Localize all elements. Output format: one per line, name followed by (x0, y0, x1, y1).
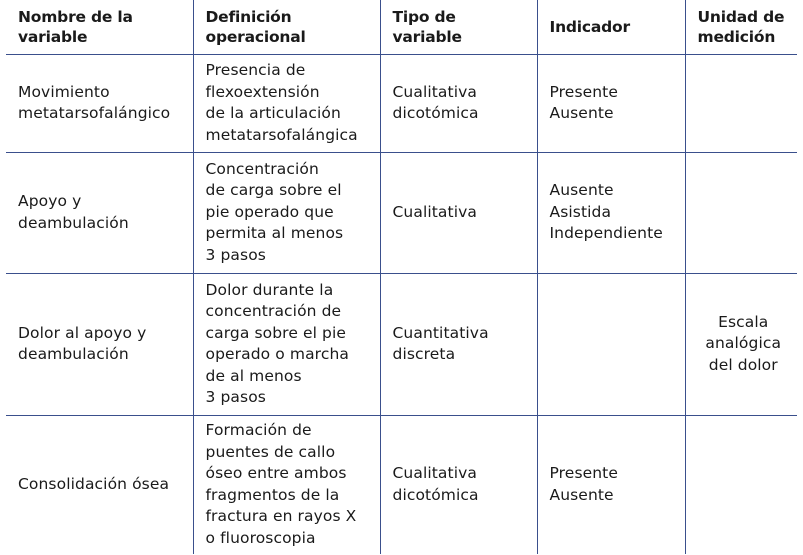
cell-tipo: Cuantitativa discreta (380, 273, 537, 415)
header-definicion: Definición operacional (193, 0, 380, 54)
cell-tipo: Cualitativa dicotómica (380, 415, 537, 554)
cell-unidad (685, 415, 797, 554)
cell-definicion: Dolor durante la concentración de carga sobre el pie operado o marcha de al menos 3 pasos (193, 273, 380, 415)
cell-unidad: Escala analógica del dolor (685, 273, 797, 415)
table-row (6, 54, 797, 152)
table-row (6, 273, 797, 415)
table-row (6, 415, 797, 554)
cell-unidad (685, 152, 797, 273)
header-unidad: Unidad de medición (685, 0, 797, 54)
header-indicador: Indicador (537, 0, 685, 54)
header-nombre: Nombre de la variable (6, 0, 193, 54)
cell-definicion: Presencia de flexoextensión de la articulación metatarsofalángica (193, 54, 380, 152)
cell-indicador: Presente Ausente (537, 54, 685, 152)
cell-indicador: Presente Ausente (537, 415, 685, 554)
header-tipo: Tipo de variable (380, 0, 537, 54)
cell-nombre: Consolidación ósea (6, 415, 193, 554)
table-row (6, 152, 797, 273)
cell-tipo: Cualitativa dicotómica (380, 54, 537, 152)
cell-nombre: Dolor al apoyo y deambulación (6, 273, 193, 415)
cell-tipo: Cualitativa (380, 152, 537, 273)
cell-definicion: Formación de puentes de callo óseo entre ambos fragmentos de la fractura en rayos X o fluoroscopia (193, 415, 380, 554)
header-row (6, 0, 797, 54)
cell-definicion: Concentración de carga sobre el pie operado que permita al menos 3 pasos (193, 152, 380, 273)
cell-nombre: Apoyo y deambulación (6, 152, 193, 273)
cell-unidad (685, 54, 797, 152)
cell-indicador (537, 273, 685, 415)
cell-nombre: Movimiento metatarsofalángico (6, 54, 193, 152)
cell-indicador: Ausente Asistida Independiente (537, 152, 685, 273)
variables-table (6, 0, 797, 554)
